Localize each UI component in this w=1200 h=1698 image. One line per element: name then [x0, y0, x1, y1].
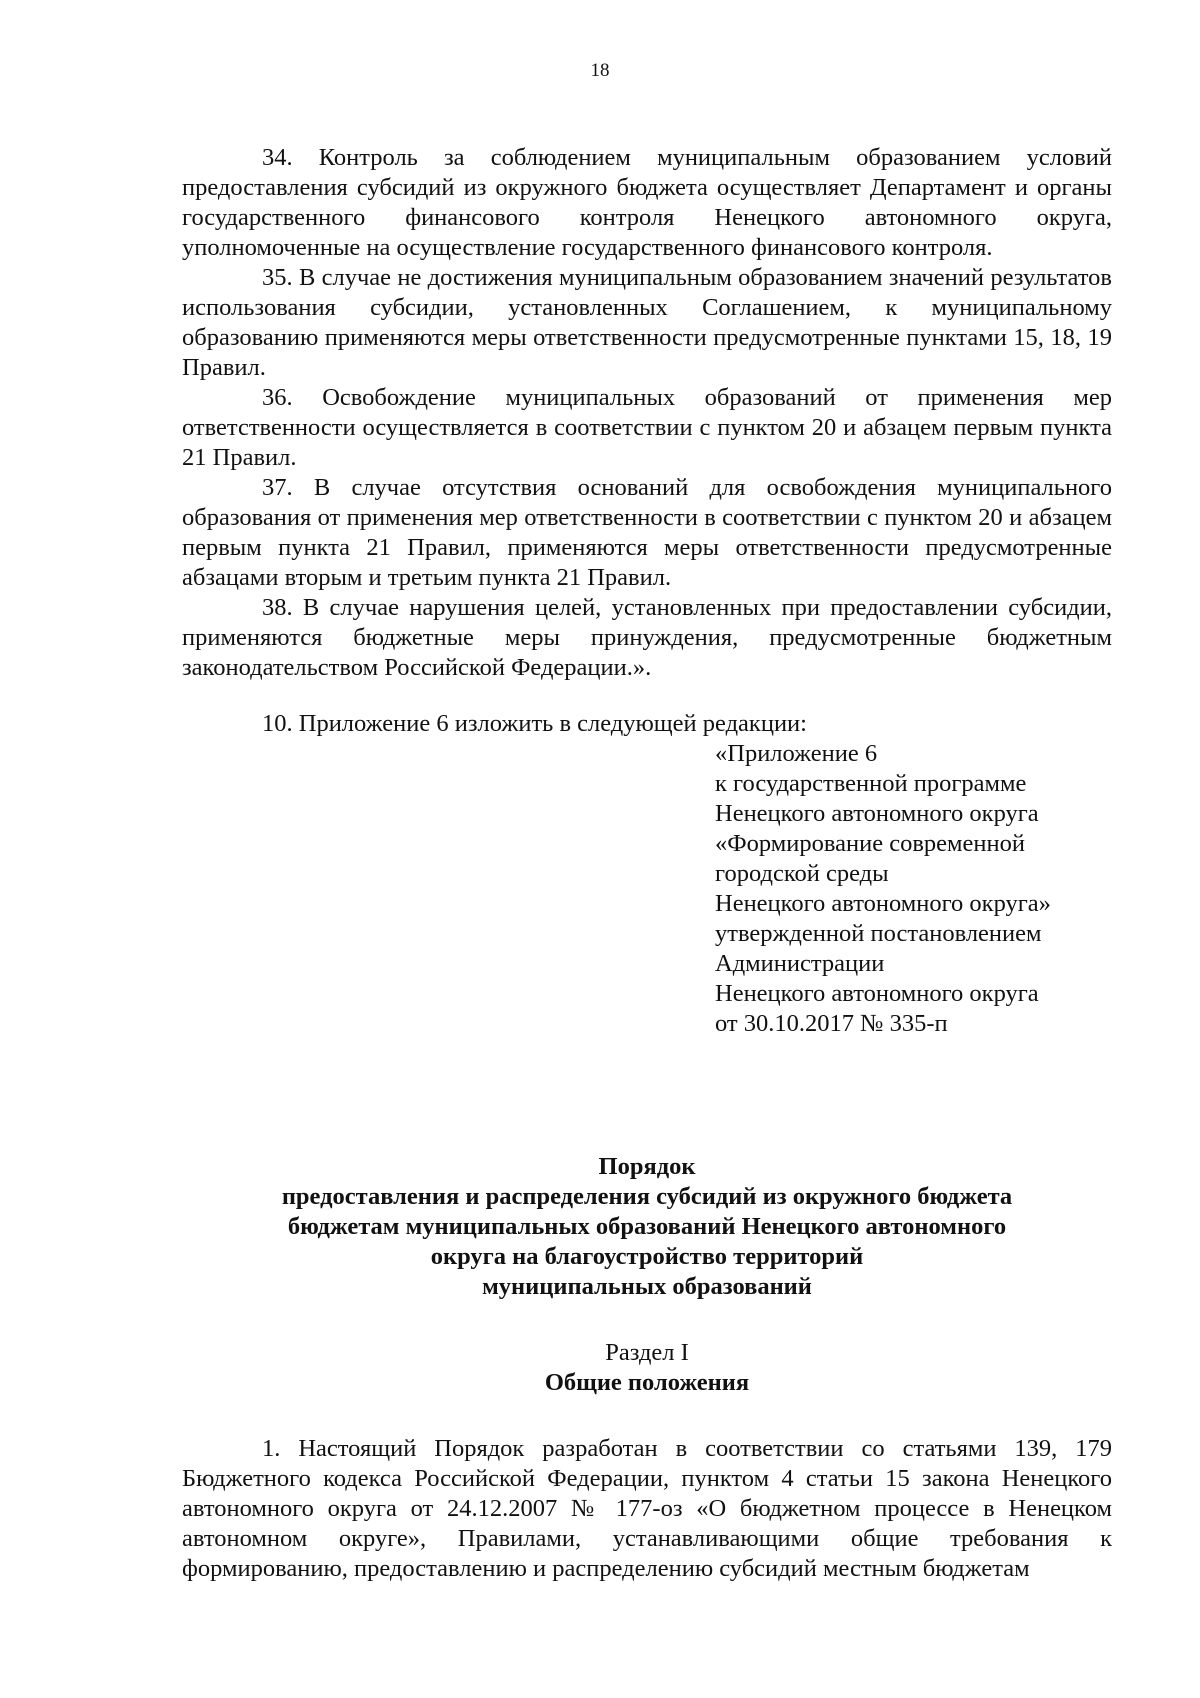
document-title-line: муниципальных образований — [482, 1273, 812, 1300]
document-title-line: бюджетам муниципальных образований Ненецкого автономного — [287, 1213, 1007, 1240]
document-body — [182, 143, 1112, 1584]
document-title-line: предоставления и распределения субсидий из окружного бюджета — [281, 1183, 1013, 1210]
section-heading — [182, 1338, 1112, 1398]
document-title — [182, 1152, 1112, 1302]
paragraph-37: 37. В случае отсутствия оснований для освобождения муниципального образования от применения мер ответственности в соответствии с пунктом 20 и абзацем первым пункта 21 Правил, применяются меры ответственности предусмотренные абзацами вторым и третьим пункта 21 Правил. — [182, 474, 1112, 591]
paragraph-36: 36. Освобождение муниципальных образований от применения мер ответственности осуществляется в соответствии с пунктом 20 и абзацем первым пункта 21 Правил. — [182, 384, 1112, 471]
appendix-note-line: «Приложение 6 — [715, 740, 878, 767]
document-title-line: Порядок — [598, 1153, 696, 1180]
section-label: Раздел I — [605, 1339, 689, 1366]
section-title: Общие положения — [544, 1369, 750, 1396]
appendix-note-line: Ненецкого автономного округа — [715, 980, 1039, 1007]
paragraph-1: 1. Настоящий Порядок разработан в соответствии со статьями 139, 179 Бюджетного кодекса Российской Федерации, пунктом 4 статьи 15 закона Ненецкого автономного округа от 24.12.2007 № 177-оз «О бюджетном процессе в Ненецком автономном округе», Правилами, устанавливающими общие требования к формированию, предоставлению и распределению субсидий местным бюджетам — [182, 1435, 1112, 1582]
appendix-note-line: утвержденной постановлением — [715, 920, 1042, 947]
document-title-line: округа на благоустройство территорий — [430, 1243, 864, 1270]
appendix-note-line: Ненецкого автономного округа» — [715, 890, 1051, 917]
item-10: 10. Приложение 6 изложить в следующей редакции: — [262, 710, 807, 737]
appendix-note-line: к государственной программе — [715, 770, 1027, 797]
appendix-note-line: Администрации — [715, 950, 885, 977]
page-number: 18 — [590, 60, 610, 81]
appendix-note-line: городской среды — [715, 860, 889, 887]
appendix-note — [715, 739, 1112, 1039]
paragraph-34: 34. Контроль за соблюдением муниципальным образованием условий предоставления субсидий из окружного бюджета осуществляет Департамент и органы государственного финансового контроля Ненецкого автономного округа, уполномоченные на осуществление государственного финансового контроля. — [182, 144, 1112, 261]
paragraph-38: 38. В случае нарушения целей, установленных при предоставлении субсидии, применяются бюджетные меры принуждения, предусмотренные бюджетным законодательством Российской Федерации.». — [182, 594, 1112, 681]
appendix-note-line: от 30.10.2017 № 335-п — [715, 1010, 948, 1037]
appendix-note-line: «Формирование современной — [715, 830, 1025, 857]
appendix-note-line: Ненецкого автономного округа — [715, 800, 1039, 827]
paragraph-35: 35. В случае не достижения муниципальным образованием значений результатов использования субсидии, установленных Соглашением, к муниципальному образованию применяются меры ответственности предусмотренные пунктами 15, 18, 19 Правил. — [182, 264, 1112, 381]
